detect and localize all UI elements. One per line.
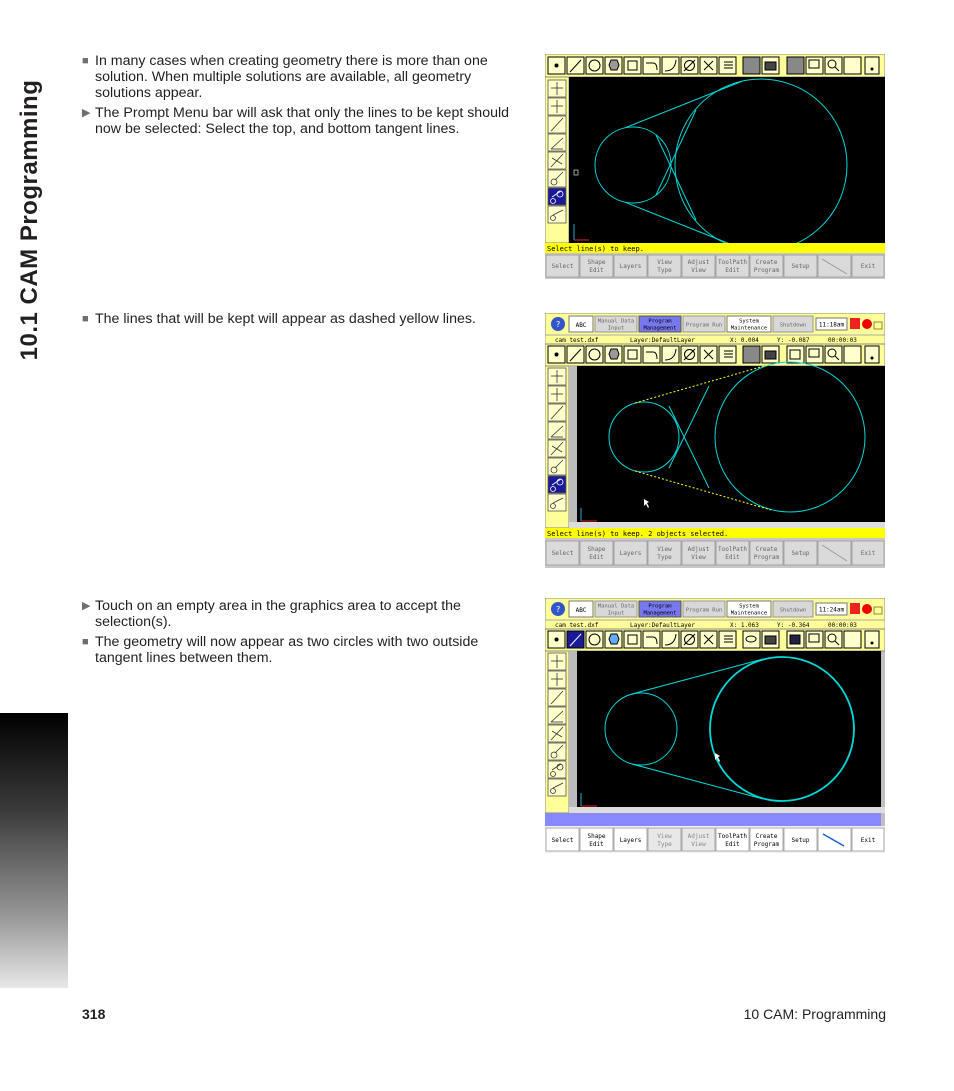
svg-text:Manual Data: Manual Data [597, 603, 635, 610]
bullet-note: ■ In many cases when creating geometry there is more than one solution. When multiple solutions are available, all geometry solutions appear. [82, 53, 488, 101]
angle-line-icon[interactable] [548, 422, 566, 439]
timer: 00:00:03 [828, 622, 857, 629]
graphics-canvas[interactable] [569, 77, 885, 243]
svg-text:Maintenance: Maintenance [730, 610, 768, 617]
svg-text:ToolPath: ToolPath [718, 546, 747, 553]
fillet-tool-icon[interactable] [643, 57, 660, 74]
y-coordinate: Y: -0.364 [777, 622, 810, 629]
svg-text:Edit: Edit [725, 554, 740, 561]
zoom-tool-icon[interactable] [825, 346, 842, 363]
svg-text:View: View [691, 841, 706, 848]
svg-text:System: System [739, 318, 759, 325]
record-icon[interactable] [850, 603, 860, 614]
svg-text:Layers: Layers [619, 837, 642, 844]
svg-text:Select: Select [551, 550, 574, 557]
tangent-angle-icon[interactable] [548, 494, 566, 511]
screenshot-2 [545, 313, 885, 568]
svg-text:Adjust: Adjust [687, 833, 710, 840]
chapter-footer: 10 CAM: Programming [743, 1006, 886, 1022]
more-tool-icon[interactable] [865, 631, 879, 648]
svg-text:Management: Management [643, 325, 677, 332]
stop-icon[interactable] [862, 604, 872, 614]
svg-text:Layers: Layers [619, 263, 642, 270]
adjust-view-button[interactable] [682, 541, 715, 565]
svg-text:View: View [657, 546, 672, 553]
view-arrow-button[interactable] [818, 828, 851, 851]
prompt-text: Select line(s) to keep. [547, 245, 644, 253]
svg-text:Manual Data: Manual Data [597, 318, 635, 325]
angle-line-icon[interactable] [548, 707, 566, 724]
svg-text:Program Run: Program Run [685, 607, 723, 614]
slot-tool-icon[interactable] [624, 631, 641, 648]
zoom-tool-icon[interactable] [825, 57, 842, 74]
arc-tool-icon[interactable] [662, 57, 679, 74]
layer-name: Layer:DefaultLayer [630, 622, 696, 629]
layer-name: Layer:DefaultLayer [630, 337, 696, 344]
svg-text:?: ? [555, 320, 561, 329]
section-3-text [82, 598, 522, 670]
vertical-ruler [569, 366, 577, 528]
more-tool-icon[interactable] [865, 346, 879, 363]
screenshot-3 [545, 598, 885, 853]
svg-text:Select: Select [551, 263, 574, 270]
square-bullet-icon: ■ [82, 55, 89, 67]
svg-text:System: System [739, 603, 759, 610]
grid-tool-icon[interactable] [844, 631, 861, 648]
blank-tool-icon[interactable] [743, 346, 760, 363]
fillet-tool-icon[interactable] [643, 346, 660, 363]
prompt-text: Select line(s) to keep. 2 objects selected. [547, 530, 729, 538]
horizontal-ruler [569, 807, 885, 813]
svg-text:View: View [691, 554, 706, 561]
tangent-angle-icon[interactable] [548, 779, 566, 796]
side-chapter-title: 10.1 CAM Programming [16, 79, 43, 361]
svg-text:ABC: ABC [575, 322, 587, 329]
arrow-bullet-icon: ▶ [82, 600, 91, 612]
vertical-ruler [569, 651, 577, 813]
horizontal-ruler [569, 522, 885, 528]
y-coordinate: Y: -0.087 [777, 337, 810, 344]
svg-text:Exit: Exit [860, 263, 876, 270]
svg-text:Shape: Shape [587, 259, 606, 266]
svg-text:Select: Select [551, 837, 574, 844]
prompt-bar-empty [545, 813, 881, 826]
svg-text:Edit: Edit [589, 267, 604, 274]
svg-text:Type: Type [657, 267, 672, 274]
graphics-canvas[interactable] [577, 366, 885, 522]
svg-text:Create: Create [755, 259, 778, 266]
x-coordinate: X: 0.004 [730, 337, 759, 344]
svg-text:ToolPath: ToolPath [718, 259, 747, 266]
bullet-step: ▶ The Prompt Menu bar will ask that only the lines to be kept should now be selected: Select the top, and bottom tangent lines. [82, 105, 510, 137]
page-number: 318 [82, 1006, 106, 1022]
svg-text:11:18am: 11:18am [818, 321, 845, 329]
svg-text:Maintenance: Maintenance [730, 325, 768, 332]
svg-text:Program Run: Program Run [685, 322, 723, 329]
section-2-text [82, 311, 522, 331]
svg-text:Edit: Edit [589, 554, 604, 561]
shape-edit-button[interactable] [580, 541, 613, 565]
file-name: cam test.dxf [555, 337, 599, 344]
slot-tool-icon[interactable] [624, 346, 641, 363]
fillet-tool-icon[interactable] [643, 631, 660, 648]
svg-text:Shape: Shape [587, 546, 606, 553]
svg-text:ToolPath: ToolPath [718, 833, 747, 840]
svg-text:View: View [657, 259, 672, 266]
svg-text:Program: Program [753, 841, 780, 848]
section-1-text [82, 53, 522, 141]
arc-tool-icon[interactable] [662, 631, 679, 648]
svg-text:View: View [691, 267, 706, 274]
svg-text:Management: Management [643, 610, 677, 617]
svg-text:Adjust: Adjust [687, 546, 710, 553]
stop-icon[interactable] [862, 319, 872, 329]
gradient-side-bar [0, 713, 68, 988]
tangent-angle-icon[interactable] [548, 206, 566, 223]
svg-text:11:24am: 11:24am [818, 606, 845, 614]
svg-text:Create: Create [755, 833, 778, 840]
svg-text:Program: Program [648, 318, 672, 325]
arrow-bullet-icon: ▶ [82, 107, 91, 119]
square-bullet-icon: ■ [82, 313, 89, 325]
toolpath-edit-button[interactable] [716, 541, 749, 565]
svg-text:Setup: Setup [791, 550, 810, 557]
angle-line-icon[interactable] [548, 134, 566, 151]
zoom-tool-icon[interactable] [825, 631, 842, 648]
svg-text:Edit: Edit [725, 841, 740, 848]
svg-text:Setup: Setup [791, 837, 810, 844]
slot-tool-icon[interactable] [624, 57, 641, 74]
svg-text:Setup: Setup [791, 263, 810, 270]
svg-text:Create: Create [755, 546, 778, 553]
svg-text:Type: Type [657, 841, 672, 848]
square-bullet-icon: ■ [82, 636, 89, 648]
svg-text:Shape: Shape [587, 833, 606, 840]
svg-text:Input: Input [607, 325, 625, 332]
more-tool-icon[interactable] [865, 57, 879, 74]
svg-text:Layers: Layers [619, 550, 642, 557]
svg-text:Program: Program [753, 267, 780, 274]
bullet-note: ■ The lines that will be kept will appear as dashed yellow lines. [82, 311, 476, 327]
svg-text:Input: Input [607, 610, 625, 617]
svg-text:Shutdown: Shutdown [779, 322, 807, 329]
screenshot-1 [545, 54, 885, 279]
grid-tool-icon[interactable] [844, 346, 861, 363]
graphics-canvas[interactable] [577, 651, 881, 807]
svg-text:Edit: Edit [725, 267, 740, 274]
svg-text:Shutdown: Shutdown [779, 607, 807, 614]
svg-text:Type: Type [657, 554, 672, 561]
svg-text:?: ? [555, 605, 561, 614]
x-coordinate: X: 1.063 [730, 622, 759, 629]
svg-text:Exit: Exit [860, 550, 876, 557]
file-name: cam test.dxf [555, 622, 599, 629]
bullet-step: ▶ Touch on an empty area in the graphics area to accept the selection(s). [82, 598, 461, 630]
svg-text:Edit: Edit [589, 841, 604, 848]
svg-text:Exit: Exit [860, 837, 876, 844]
blank-tool-icon[interactable] [787, 57, 804, 74]
svg-text:Program: Program [753, 554, 780, 561]
bullet-note: ■ The geometry will now appear as two circles with two outside tangent lines between them. [82, 634, 479, 666]
view-type-button[interactable] [648, 541, 681, 565]
timer: 00:00:03 [828, 337, 857, 344]
svg-text:ABC: ABC [575, 607, 587, 614]
arc-tool-icon[interactable] [662, 346, 679, 363]
svg-text:View: View [657, 833, 672, 840]
blank-tool-icon[interactable] [743, 57, 760, 74]
record-icon[interactable] [850, 318, 860, 329]
svg-text:Adjust: Adjust [687, 259, 710, 266]
create-program-button[interactable] [750, 541, 783, 565]
svg-text:Program: Program [648, 603, 672, 610]
grid-tool-icon[interactable] [844, 57, 861, 74]
